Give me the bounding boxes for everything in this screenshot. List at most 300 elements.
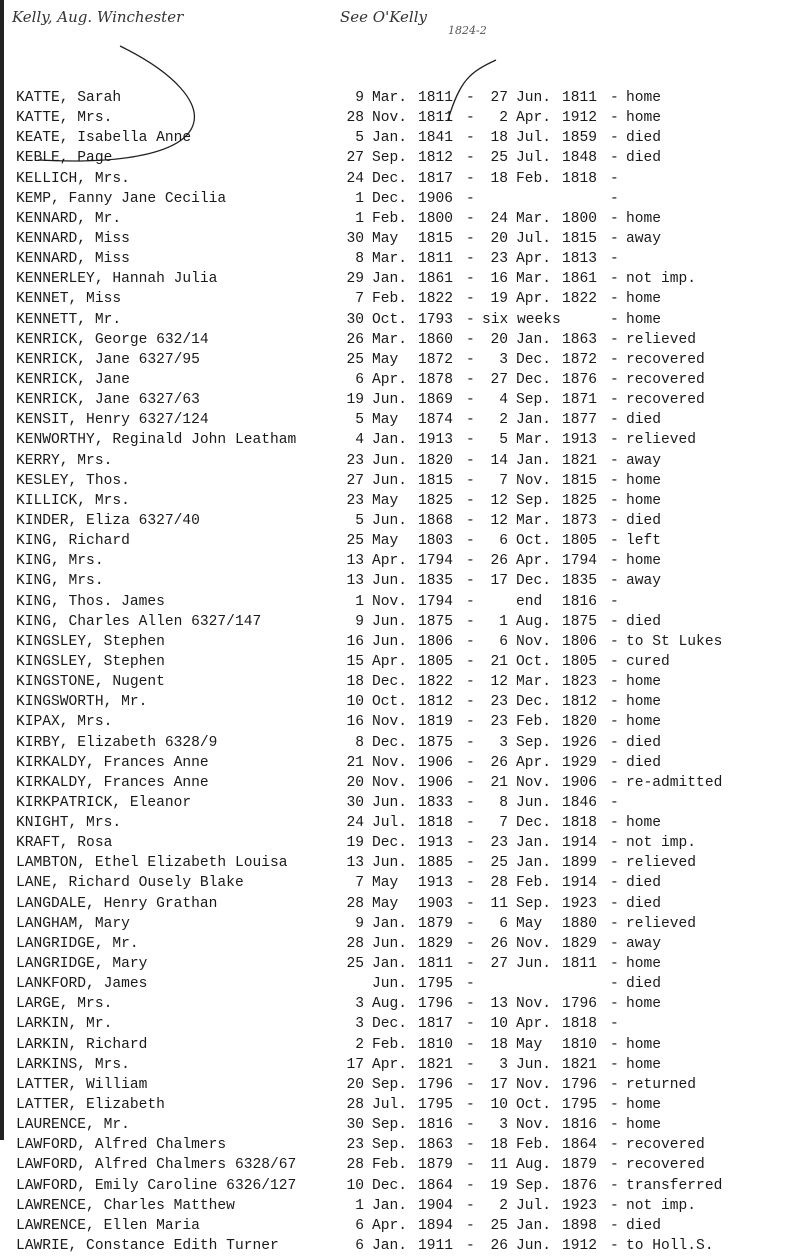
register-row	[16, 652, 796, 672]
discharge-month: Dec.	[516, 573, 552, 590]
patient-name: KENRICK, Jane	[16, 371, 130, 388]
outcome-separator: -	[610, 593, 619, 610]
date-separator: -	[466, 1238, 475, 1255]
discharge-year: 1846	[562, 794, 598, 811]
admission-month: May	[372, 875, 399, 892]
outcome-separator: -	[610, 895, 619, 912]
outcome: died	[626, 130, 662, 147]
discharge-month: Dec.	[516, 351, 552, 368]
admission-day: 5	[355, 412, 364, 429]
date-separator: -	[466, 734, 475, 751]
admission-day: 27	[346, 472, 364, 489]
date-separator: -	[466, 694, 475, 711]
admission-day: 24	[346, 170, 364, 187]
admission-year: 1794	[418, 593, 454, 610]
admission-month: Mar.	[372, 331, 408, 348]
discharge-month: Aug.	[516, 1157, 552, 1174]
date-separator: -	[466, 110, 475, 127]
outcome: home	[626, 1117, 662, 1134]
admission-day: 18	[346, 674, 364, 691]
admission-year: 1874	[418, 412, 454, 429]
register-row	[16, 350, 796, 370]
discharge-year: 1816	[562, 593, 598, 610]
register-row	[16, 1115, 796, 1135]
discharge-day: 13	[490, 996, 508, 1013]
discharge-day: 17	[490, 573, 508, 590]
date-separator: -	[466, 875, 475, 892]
admission-day: 1	[355, 190, 364, 207]
date-separator: -	[466, 271, 475, 288]
register-row	[16, 370, 796, 390]
outcome-separator: -	[610, 110, 619, 127]
admission-month: Oct.	[372, 694, 408, 711]
discharge-month: Feb.	[516, 714, 552, 731]
outcome-separator: -	[610, 1137, 619, 1154]
admission-day: 3	[355, 1016, 364, 1033]
admission-day: 1	[355, 210, 364, 227]
patient-name: LANKFORD, James	[16, 976, 148, 993]
outcome-separator: -	[610, 150, 619, 167]
patient-name: KINGSLEY, Stephen	[16, 633, 165, 650]
outcome: home	[626, 1097, 662, 1114]
outcome-separator: -	[610, 976, 619, 993]
date-separator: -	[466, 895, 475, 912]
discharge-month: Jan.	[516, 331, 552, 348]
discharge-day: 4	[499, 392, 508, 409]
discharge-day: 28	[490, 875, 508, 892]
patient-name: KILLICK, Mrs.	[16, 492, 130, 509]
admission-year: 1795	[418, 976, 454, 993]
register-row	[16, 773, 796, 793]
discharge-day: 26	[490, 553, 508, 570]
discharge-day: 7	[499, 472, 508, 489]
outcome: recovered	[626, 351, 705, 368]
discharge-year: 1863	[562, 331, 598, 348]
admission-day: 10	[346, 1177, 364, 1194]
admission-day: 24	[346, 815, 364, 832]
admission-day: 4	[355, 432, 364, 449]
register-row	[16, 551, 796, 571]
admission-month: Nov.	[372, 774, 408, 791]
admission-month: Jun.	[372, 794, 408, 811]
discharge-month: Apr.	[516, 110, 552, 127]
register-row	[16, 1155, 796, 1175]
admission-year: 1872	[418, 351, 454, 368]
register-row	[16, 1014, 796, 1034]
outcome-separator: -	[610, 492, 619, 509]
date-separator: -	[466, 674, 475, 691]
outcome: not imp.	[626, 835, 697, 852]
outcome: died	[626, 150, 662, 167]
outcome-separator: -	[610, 230, 619, 247]
date-separator: -	[466, 371, 475, 388]
register-row	[16, 672, 796, 692]
discharge-month: Apr.	[516, 291, 552, 308]
outcome: away	[626, 452, 662, 469]
discharge-day: 25	[490, 1217, 508, 1234]
admission-year: 1812	[418, 150, 454, 167]
register-row	[16, 88, 796, 108]
outcome: not imp.	[626, 1197, 697, 1214]
admission-month: Jan.	[372, 271, 408, 288]
outcome-separator: -	[610, 553, 619, 570]
patient-name: KINGSLEY, Stephen	[16, 653, 165, 670]
admission-month: Jun.	[372, 512, 408, 529]
discharge-day: 25	[490, 855, 508, 872]
admission-month: Dec.	[372, 170, 408, 187]
outcome: to Holl.S.	[626, 1238, 714, 1255]
discharge-day: 19	[490, 1177, 508, 1194]
discharge-year: 1805	[562, 533, 598, 550]
patient-name: KING, Charles Allen 6327/147	[16, 613, 262, 630]
outcome-separator: -	[610, 371, 619, 388]
discharge-month: Jun.	[516, 1238, 552, 1255]
discharge-day: 23	[490, 251, 508, 268]
admission-year: 1811	[418, 110, 454, 127]
patient-name: LANGRIDGE, Mr.	[16, 935, 139, 952]
admission-year: 1869	[418, 392, 454, 409]
date-separator: -	[466, 653, 475, 670]
date-separator: -	[466, 1117, 475, 1134]
admission-year: 1800	[418, 210, 454, 227]
register-row	[16, 994, 796, 1014]
outcome-separator: -	[610, 633, 619, 650]
register-row	[16, 430, 796, 450]
outcome: home	[626, 714, 662, 731]
discharge-year: 1813	[562, 251, 598, 268]
outcome-separator: -	[610, 533, 619, 550]
date-separator: -	[466, 1076, 475, 1093]
admission-day: 1	[355, 1197, 364, 1214]
patient-name: LARKIN, Richard	[16, 1036, 148, 1053]
discharge-day: 12	[490, 492, 508, 509]
admission-day: 25	[346, 351, 364, 368]
discharge-day: 18	[490, 1137, 508, 1154]
discharge-year: 1806	[562, 633, 598, 650]
admission-month: Jun.	[372, 613, 408, 630]
discharge-year: 1795	[562, 1097, 598, 1114]
discharge-day: 10	[490, 1097, 508, 1114]
outcome: recovered	[626, 1137, 705, 1154]
discharge-year: 1811	[562, 90, 598, 106]
discharge-year: 1879	[562, 1157, 598, 1174]
admission-day: 29	[346, 271, 364, 288]
outcome-separator: -	[610, 1117, 619, 1134]
outcome: home	[626, 1056, 662, 1073]
date-separator: -	[466, 452, 475, 469]
admission-month: Feb.	[372, 291, 408, 308]
admission-month: Jun.	[372, 976, 408, 993]
date-separator: -	[466, 553, 475, 570]
date-separator: -	[466, 1097, 475, 1114]
outcome: recovered	[626, 392, 705, 409]
patient-name: KING, Thos. James	[16, 593, 165, 610]
date-separator: -	[466, 311, 475, 328]
discharge-month: Oct.	[516, 1097, 552, 1114]
register-row	[16, 531, 796, 551]
admission-day: 10	[346, 694, 364, 711]
discharge-day: 27	[490, 956, 508, 973]
date-separator: -	[466, 1056, 475, 1073]
outcome: relieved	[626, 331, 697, 348]
date-separator: -	[466, 835, 475, 852]
outcome-separator: -	[610, 573, 619, 590]
admission-year: 1879	[418, 915, 454, 932]
discharge-day: 26	[490, 1238, 508, 1255]
admission-year: 1913	[418, 875, 454, 892]
admission-year: 1911	[418, 1238, 454, 1255]
patient-name: KENNERLEY, Hannah Julia	[16, 271, 218, 288]
admission-day: 30	[346, 1117, 364, 1134]
admission-year: 1806	[418, 633, 454, 650]
discharge-year: 1820	[562, 714, 598, 731]
register-row	[16, 1176, 796, 1196]
register-row	[16, 833, 796, 853]
outcome-separator: -	[610, 170, 619, 187]
date-separator: -	[466, 754, 475, 771]
admission-day: 23	[346, 452, 364, 469]
register-row	[16, 712, 796, 732]
discharge-year: 1923	[562, 1197, 598, 1214]
discharge-month: Apr.	[516, 553, 552, 570]
discharge-month: Jan.	[516, 855, 552, 872]
discharge-year: 1823	[562, 674, 598, 691]
patient-name: LATTER, Elizabeth	[16, 1097, 165, 1114]
admission-month: Jun.	[372, 472, 408, 489]
register-row	[16, 471, 796, 491]
patient-name: LAWFORD, Emily Caroline 6326/127	[16, 1177, 297, 1194]
admission-day: 13	[346, 553, 364, 570]
discharge-year: 1859	[562, 130, 598, 147]
date-separator: -	[466, 150, 475, 167]
admission-year: 1878	[418, 371, 454, 388]
discharge-day: 7	[499, 815, 508, 832]
register-row	[16, 249, 796, 269]
admission-month: Sep.	[372, 150, 408, 167]
admission-year: 1860	[418, 331, 454, 348]
admission-day: 28	[346, 110, 364, 127]
outcome-separator: -	[610, 1056, 619, 1073]
admission-year: 1818	[418, 815, 454, 832]
register-row	[16, 632, 796, 652]
admission-day: 13	[346, 855, 364, 872]
register-row	[16, 310, 796, 330]
discharge-year: 1818	[562, 815, 598, 832]
discharge-month: Jul.	[516, 130, 552, 147]
discharge-month: Jan.	[516, 452, 552, 469]
discharge-day: 27	[490, 371, 508, 388]
admission-day: 7	[355, 875, 364, 892]
admission-day: 25	[346, 956, 364, 973]
date-separator: -	[466, 432, 475, 449]
discharge-day: 2	[499, 1197, 508, 1214]
outcome: died	[626, 613, 662, 630]
discharge-year: 1821	[562, 1056, 598, 1073]
patient-name: LATTER, William	[16, 1076, 148, 1093]
admission-year: 1819	[418, 714, 454, 731]
admission-year: 1822	[418, 291, 454, 308]
date-separator: -	[466, 1197, 475, 1214]
patient-name: KELLICH, Mrs.	[16, 170, 130, 187]
discharge-year: 1926	[562, 734, 598, 751]
admission-month: Jan.	[372, 915, 408, 932]
outcome-separator: -	[610, 855, 619, 872]
outcome-separator: -	[610, 794, 619, 811]
discharge-day: 26	[490, 754, 508, 771]
discharge-year: 1796	[562, 996, 598, 1013]
patient-name: KING, Mrs.	[16, 573, 104, 590]
discharge-day: 11	[490, 1157, 508, 1174]
admission-day: 28	[346, 935, 364, 952]
outcome: home	[626, 694, 662, 711]
admission-day: 17	[346, 1056, 364, 1073]
discharge-month: Feb.	[516, 170, 552, 187]
admission-day: 5	[355, 130, 364, 147]
admission-month: May	[372, 533, 399, 550]
admission-day: 1	[355, 593, 364, 610]
discharge-year: 1822	[562, 291, 598, 308]
date-separator: -	[466, 1217, 475, 1234]
discharge-day: 23	[490, 694, 508, 711]
outcome: home	[626, 311, 662, 328]
register-row	[16, 753, 796, 773]
discharge-year: 1796	[562, 1076, 598, 1093]
register-row	[16, 571, 796, 591]
patient-name: LAWFORD, Alfred Chalmers 6328/67	[16, 1157, 297, 1174]
outcome-separator: -	[610, 432, 619, 449]
admission-year: 1803	[418, 533, 454, 550]
patient-name: KENNARD, Mr.	[16, 210, 122, 227]
admission-year: 1829	[418, 935, 454, 952]
patient-name: LANGHAM, Mary	[16, 915, 130, 932]
patient-name: LAURENCE, Mr.	[16, 1117, 130, 1134]
discharge-year: 1805	[562, 653, 598, 670]
outcome: home	[626, 291, 662, 308]
discharge-month: Jan.	[516, 412, 552, 429]
discharge-year: 1815	[562, 472, 598, 489]
admission-year: 1894	[418, 1217, 454, 1234]
admission-day: 23	[346, 1137, 364, 1154]
discharge-month: end	[516, 593, 543, 610]
date-separator: -	[466, 412, 475, 429]
patient-name: KIRKALDY, Frances Anne	[16, 774, 209, 791]
admission-day: 20	[346, 774, 364, 791]
discharge-day: 18	[490, 1036, 508, 1053]
register-row	[16, 1236, 796, 1256]
discharge-duration: six weeks	[482, 311, 561, 328]
date-separator: -	[466, 251, 475, 268]
admission-month: Nov.	[372, 593, 408, 610]
discharge-year: 1880	[562, 915, 598, 932]
outcome-separator: -	[610, 714, 619, 731]
patient-name: LAWRENCE, Charles Matthew	[16, 1197, 235, 1214]
outcome-separator: -	[610, 130, 619, 147]
patient-name: KENRICK, George 632/14	[16, 331, 209, 348]
date-separator: -	[466, 392, 475, 409]
discharge-year: 1914	[562, 875, 598, 892]
discharge-day: 18	[490, 130, 508, 147]
date-separator: -	[466, 714, 475, 731]
admission-day: 28	[346, 1157, 364, 1174]
admission-month: May	[372, 351, 399, 368]
discharge-month: Sep.	[516, 392, 552, 409]
discharge-month: Jun.	[516, 1056, 552, 1073]
discharge-year: 1876	[562, 371, 598, 388]
admission-day: 6	[355, 371, 364, 388]
outcome-separator: -	[610, 754, 619, 771]
discharge-month: Jun.	[516, 90, 552, 106]
date-separator: -	[466, 1016, 475, 1033]
register-row	[16, 128, 796, 148]
admission-year: 1903	[418, 895, 454, 912]
admission-day: 25	[346, 533, 364, 550]
discharge-day: 17	[490, 1076, 508, 1093]
discharge-month: Dec.	[516, 694, 552, 711]
outcome-separator: -	[610, 210, 619, 227]
patient-name: KEATE, Isabella Anne	[16, 130, 192, 147]
discharge-year: 1872	[562, 351, 598, 368]
patient-name: LARKIN, Mr.	[16, 1016, 113, 1033]
discharge-year: 1794	[562, 553, 598, 570]
admission-day: 16	[346, 714, 364, 731]
outcome-separator: -	[610, 653, 619, 670]
admission-month: Jul.	[372, 815, 408, 832]
discharge-year: 1815	[562, 230, 598, 247]
admission-month: Feb.	[372, 1036, 408, 1053]
patient-name: KENWORTHY, Reginald John Leatham	[16, 432, 297, 449]
admission-year: 1815	[418, 472, 454, 489]
patient-name: LAWRIE, Constance Edith Turner	[16, 1238, 279, 1255]
date-separator: -	[466, 331, 475, 348]
date-separator: -	[466, 935, 475, 952]
discharge-day: 14	[490, 452, 508, 469]
discharge-month: Oct.	[516, 653, 552, 670]
patient-name: LARKINS, Mrs.	[16, 1056, 130, 1073]
date-separator: -	[466, 512, 475, 529]
discharge-year: 1871	[562, 392, 598, 409]
discharge-day: 2	[499, 110, 508, 127]
discharge-day: 3	[499, 1117, 508, 1134]
outcome: home	[626, 996, 662, 1013]
outcome-separator: -	[610, 392, 619, 409]
discharge-month: Nov.	[516, 996, 552, 1013]
admission-year: 1825	[418, 492, 454, 509]
discharge-day: 6	[499, 915, 508, 932]
admission-month: Dec.	[372, 835, 408, 852]
admission-month: Jun.	[372, 935, 408, 952]
outcome-separator: -	[610, 452, 619, 469]
patient-name: LANE, Richard Ousely Blake	[16, 875, 244, 892]
discharge-month: Feb.	[516, 875, 552, 892]
discharge-year: 1929	[562, 754, 598, 771]
discharge-month: Aug.	[516, 613, 552, 630]
discharge-month: Sep.	[516, 895, 552, 912]
discharge-month: Oct.	[516, 533, 552, 550]
admission-year: 1794	[418, 553, 454, 570]
annotation-left: Kelly, Aug. Winchester	[12, 8, 184, 26]
outcome-separator: -	[610, 291, 619, 308]
patient-name: LANGDALE, Henry Grathan	[16, 895, 218, 912]
outcome: died	[626, 512, 662, 529]
register-row	[16, 974, 796, 994]
outcome: home	[626, 815, 662, 832]
outcome: died	[626, 895, 662, 912]
discharge-year: 1898	[562, 1217, 598, 1234]
admission-day: 6	[355, 1217, 364, 1234]
date-separator: -	[466, 613, 475, 630]
discharge-year: 1864	[562, 1137, 598, 1154]
register-row	[16, 1095, 796, 1115]
